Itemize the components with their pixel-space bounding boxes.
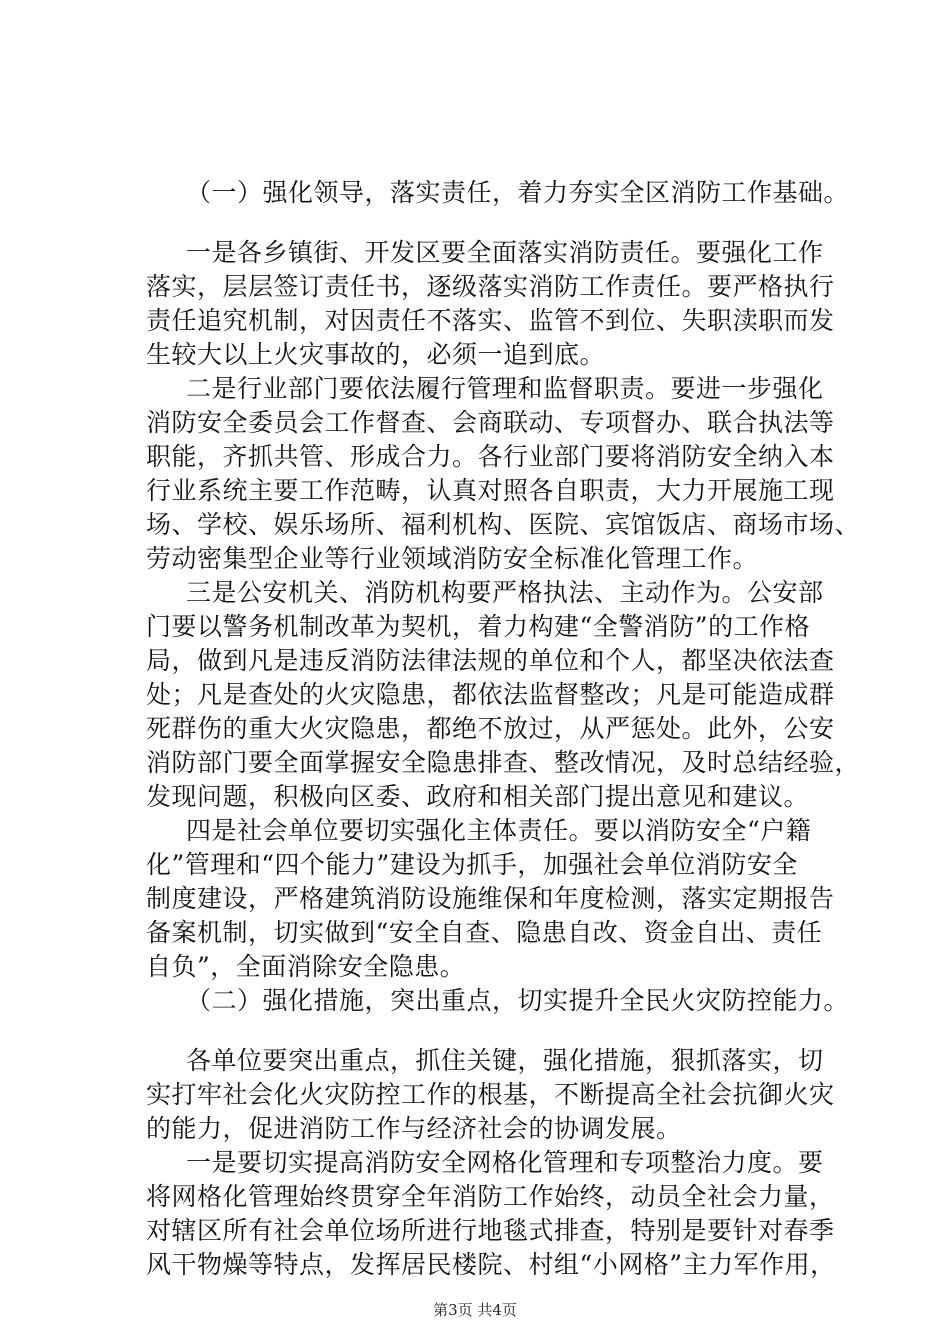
paragraph-line: 自负”，全面消除安全隐患。: [146, 952, 466, 981]
paragraph-line: 一是要切实提高消防安全网格化管理和专项整治力度。要: [186, 1148, 824, 1177]
paragraph-line: 备案机制，切实做到“安全自查、隐患自改、资金自出、责任: [146, 918, 823, 947]
paragraph-line: 二是行业部门要依法履行管理和监督职责。要进一步强化: [186, 374, 824, 403]
paragraph-line: 行业系统主要工作范畴，认真对照各自职责，大力开展施工现: [146, 476, 835, 505]
paragraph-line: 化”管理和“四个能力”建设为抓手，加强社会单位消防安全: [146, 850, 798, 879]
paragraph-line: 制度建设，严格建筑消防设施维保和年度检测，落实定期报告: [146, 884, 835, 913]
paragraph-line: 发现问题，积极向区委、政府和相关部门提出意见和建议。: [146, 782, 810, 811]
paragraph-line: 一是各乡镇街、开发区要全面落实消防责任。要强化工作: [186, 238, 824, 267]
paragraph-line: 死群伤的重大火灾隐患，都绝不放过，从严惩处。此外，公安: [146, 714, 835, 743]
paragraph-line: 对辖区所有社会单位场所进行地毯式排查，特别是要针对春季: [146, 1216, 835, 1245]
paragraph-line: 责任追究机制，对因责任不落实、监管不到位、失职渎职而发: [146, 306, 835, 335]
section-heading-1: （一）强化领导，落实责任，着力夯实全区消防工作基础。: [186, 178, 850, 207]
page-number-footer: 第3页 共4页: [433, 1301, 517, 1319]
paragraph-line: 落实，层层签订责任书，逐级落实消防工作责任。要严格执行: [146, 272, 835, 301]
paragraph-line: 实打牢社会化火灾防控工作的根基，不断提高全社会抗御火灾: [146, 1080, 835, 1109]
paragraph-line: 各单位要突出重点，抓住关键，强化措施，狠抓落实，切: [186, 1046, 824, 1075]
paragraph-line: 劳动密集型企业等行业领域消防安全标准化管理工作。: [146, 544, 759, 573]
paragraph-line: 消防部门要全面掌握安全隐患排查、整改情况，及时总结经验，: [146, 748, 861, 777]
paragraph-line: 局，做到凡是违反消防法律法规的单位和个人，都坚决依法查: [146, 646, 835, 675]
paragraph-line: 风干物燥等特点，发挥居民楼院、村组“小网格”主力军作用，: [146, 1250, 836, 1279]
section-heading-2: （二）强化措施，突出重点，切实提升全民火灾防控能力。: [186, 986, 850, 1015]
paragraph-line: 的能力，促进消防工作与经济社会的协调发展。: [146, 1114, 682, 1143]
paragraph-line: 职能，齐抓共管、形成合力。各行业部门要将消防安全纳入本: [146, 442, 835, 471]
paragraph-line: 生较大以上火灾事故的，必须一追到底。: [146, 340, 606, 369]
paragraph-line: 场、学校、娱乐场所、福利机构、医院、宾馆饭店、商场市场、: [146, 510, 861, 539]
paragraph-line: 门要以警务机制改革为契机，着力构建“全警消防”的工作格: [146, 612, 811, 641]
paragraph-line: 三是公安机关、消防机构要严格执法、主动作为。公安部: [186, 578, 824, 607]
paragraph-line: 四是社会单位要切实强化主体责任。要以消防安全“户籍: [186, 816, 812, 845]
paragraph-line: 消防安全委员会工作督查、会商联动、专项督办、联合执法等: [146, 408, 835, 437]
paragraph-line: 处；凡是查处的火灾隐患，都依法监督整改；凡是可能造成群: [146, 680, 835, 709]
paragraph-line: 将网格化管理始终贯穿全年消防工作始终，动员全社会力量，: [146, 1182, 835, 1211]
